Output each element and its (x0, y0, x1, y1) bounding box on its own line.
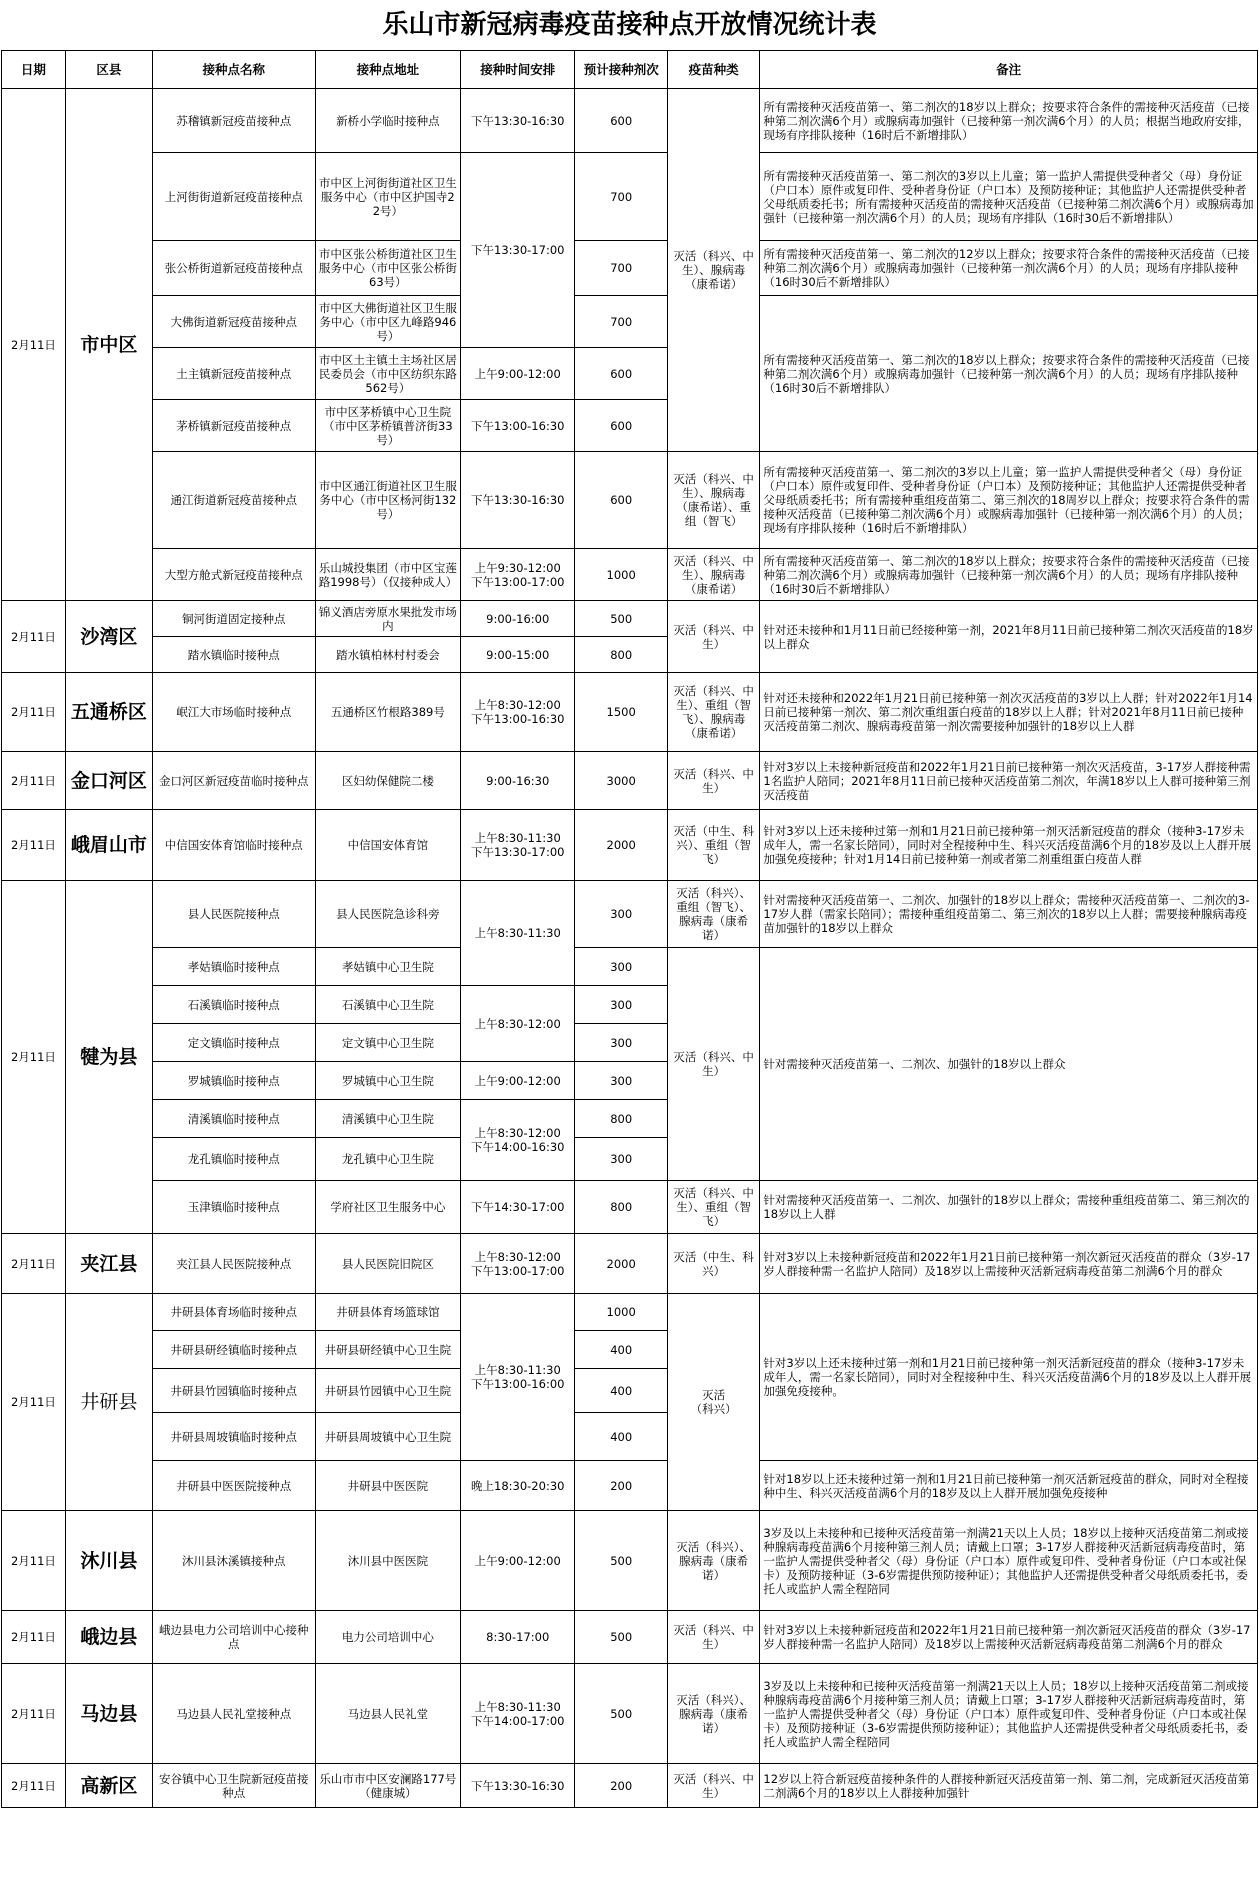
county-cell: 井研县 (65, 1294, 152, 1511)
date-cell: 2月11日 (2, 89, 66, 601)
table-row (2, 452, 1258, 549)
dose-count: 400 (575, 1413, 667, 1461)
site-address: 市中区茅桥镇中心卫生院（市中区茅桥镇普济街33号） (315, 400, 460, 452)
table-row (2, 810, 1258, 881)
notes-cell: 针对3岁以上还未接种过第一剂和1月21日前已接种第一剂灭活新冠疫苗的群众（接种3-17岁未成年人，需一名家长陪同），同时对全程接种中生、科兴灭活疫苗满6个月的18岁及以上人群开展加强免疫接种。 (760, 1294, 1258, 1461)
time-cell: 9:00-16:30 (461, 752, 575, 810)
notes-cell: 12岁以上符合新冠疫苗接种条件的人群接种新冠灭活疫苗第一剂、第二剂，完成新冠灭活疫苗第二剂满6个月的18岁以上人群接种加强针 (760, 1764, 1258, 1808)
date-cell: 2月11日 (2, 1234, 66, 1294)
site-name: 罗城镇临时接种点 (152, 1062, 315, 1100)
vaccine-type-cell: 灭活（中生、科兴） (667, 1234, 759, 1294)
notes-cell: 针对需接种灭活疫苗第一、二剂次、加强针的18岁以上群众；需接种重组疫苗第二、第三剂次的18岁以上人群 (760, 1181, 1258, 1234)
header-site-name: 接种点名称 (152, 51, 315, 89)
site-address: 乐山市市中区安澜路177号（健康城） (315, 1764, 460, 1808)
dose-count: 3000 (575, 752, 667, 810)
dose-count: 400 (575, 1369, 667, 1413)
site-address: 井研县竹园镇中心卫生院 (315, 1369, 460, 1413)
dose-count: 500 (575, 1511, 667, 1611)
vaccine-type-cell: 灭活（科兴）、腺病毒（康希诺） (667, 1511, 759, 1611)
time-cell: 上午8:30-12:00 下午13:00-16:30 (461, 673, 575, 752)
site-name: 井研县周坡镇临时接种点 (152, 1413, 315, 1461)
time-cell: 9:00-16:00 (461, 601, 575, 637)
site-name: 茅桥镇新冠疫苗接种点 (152, 400, 315, 452)
date-cell: 2月11日 (2, 601, 66, 673)
site-name: 夹江县人民医院接种点 (152, 1234, 315, 1294)
time-cell: 上午9:00-12:00 (461, 1511, 575, 1611)
dose-count: 500 (575, 1664, 667, 1764)
time-cell: 下午13:30-17:00 (461, 153, 575, 348)
site-name: 井研县竹园镇临时接种点 (152, 1369, 315, 1413)
table-row (2, 549, 1258, 601)
site-address: 井研县研经镇中心卫生院 (315, 1331, 460, 1369)
notes-cell: 针对需接种灭活疫苗第一、二剂次、加强针的18岁以上群众 (760, 948, 1258, 1181)
site-name: 井研县体育场临时接种点 (152, 1294, 315, 1331)
time-cell: 上午9:30-12:00 下午13:00-17:00 (461, 549, 575, 601)
site-name: 苏稽镇新冠疫苗接种点 (152, 89, 315, 153)
site-address: 罗城镇中心卫生院 (315, 1062, 460, 1100)
site-address: 区妇幼保健院二楼 (315, 752, 460, 810)
site-name: 大佛街道新冠疫苗接种点 (152, 296, 315, 348)
vaccine-type-cell: 灭活（中生、科兴）、重组（智飞） (667, 810, 759, 881)
site-address: 井研县周坡镇中心卫生院 (315, 1413, 460, 1461)
date-cell: 2月11日 (2, 810, 66, 881)
dose-count: 800 (575, 637, 667, 673)
site-address: 电力公司培训中心 (315, 1611, 460, 1664)
site-name: 孝姑镇临时接种点 (152, 948, 315, 986)
table-row (2, 752, 1258, 810)
time-cell: 下午13:30-16:30 (461, 89, 575, 153)
time-cell: 下午14:30-17:00 (461, 1181, 575, 1234)
site-address: 市中区上河街街道社区卫生服务中心（市中区护国寺22号） (315, 153, 460, 241)
vaccine-type-cell: 灭活（科兴、中生）、重组（智飞）、腺病毒（康希诺） (667, 673, 759, 752)
date-cell: 2月11日 (2, 1611, 66, 1664)
county-cell: 高新区 (65, 1764, 152, 1808)
dose-count: 1500 (575, 673, 667, 752)
county-cell: 夹江县 (65, 1234, 152, 1294)
site-address: 市中区土主镇土主场社区居民委员会（市中区纺织东路562号） (315, 348, 460, 400)
table-row (2, 1764, 1258, 1808)
site-address: 龙孔镇中心卫生院 (315, 1138, 460, 1181)
vaccine-type-cell: 灭活（科兴、中生）、腺病毒（康希诺） (667, 549, 759, 601)
dose-count: 700 (575, 296, 667, 348)
site-name: 铜河街道固定接种点 (152, 601, 315, 637)
notes-cell: 所有需接种灭活疫苗第一、第二剂次的18岁以上群众；按要求符合条件的需接种灭活疫苗（已接种第二剂次满6个月）或腺病毒加强针（已接种第一剂次满6个月）的人员；现场有序排队接种（16时30后不新增排队） (760, 549, 1258, 601)
time-cell: 上午8:30-11:30 (461, 881, 575, 986)
time-cell: 上午8:30-12:00 下午14:00-16:30 (461, 1100, 575, 1181)
time-cell: 上午8:30-11:30 下午13:30-17:00 (461, 810, 575, 881)
site-address: 石溪镇中心卫生院 (315, 986, 460, 1024)
vaccination-sites-table (1, 50, 1258, 1808)
notes-cell: 针对3岁以上未接种新冠疫苗和2022年1月21日前已接种第一剂次灭活疫苗，3-17岁人群接种需1名监护人陪同；2021年8月11日前已接种灭活疫苗第二剂次，年满18岁以上人群可接种第三剂灭活疫苗 (760, 752, 1258, 810)
site-name: 玉津镇临时接种点 (152, 1181, 315, 1234)
county-cell: 金口河区 (65, 752, 152, 810)
table-row (2, 1234, 1258, 1294)
vaccine-type-cell: 灭活（科兴、中生） (667, 1764, 759, 1808)
vaccine-type-cell: 灭活（科兴、中生） (667, 752, 759, 810)
table-row (2, 1461, 1258, 1511)
date-cell: 2月11日 (2, 673, 66, 752)
county-cell: 五通桥区 (65, 673, 152, 752)
time-cell: 下午13:30-16:30 (461, 1764, 575, 1808)
site-address: 市中区通江街道社区卫生服务中心（市中区杨河街132号） (315, 452, 460, 549)
site-name: 井研县研经镇临时接种点 (152, 1331, 315, 1369)
time-cell: 上午8:30-11:30 下午14:00-17:00 (461, 1664, 575, 1764)
site-address: 锦义酒店旁原水果批发市场内 (315, 601, 460, 637)
county-cell: 峨眉山市 (65, 810, 152, 881)
time-cell: 下午13:00-16:30 (461, 400, 575, 452)
header-date: 日期 (2, 51, 66, 89)
site-address: 清溪镇中心卫生院 (315, 1100, 460, 1138)
site-name: 安谷镇中心卫生院新冠疫苗接种点 (152, 1764, 315, 1808)
dose-count: 600 (575, 400, 667, 452)
table-row (2, 948, 1258, 986)
date-cell: 2月11日 (2, 752, 66, 810)
vaccine-type-cell: 灭活（科兴、中生） (667, 1611, 759, 1664)
site-name: 县人民医院接种点 (152, 881, 315, 948)
table-row (2, 1294, 1258, 1331)
site-name: 清溪镇临时接种点 (152, 1100, 315, 1138)
dose-count: 300 (575, 1062, 667, 1100)
site-address: 县人民医院急诊科旁 (315, 881, 460, 948)
dose-count: 400 (575, 1331, 667, 1369)
table-row (2, 673, 1258, 752)
dose-count: 2000 (575, 810, 667, 881)
vaccine-type-cell: 灭活（科兴）、重组（智飞）、腺病毒（康希诺） (667, 881, 759, 948)
notes-cell: 所有需接种灭活疫苗第一、第二剂次的3岁以上儿童；第一监护人需提供受种者父（母）身份证（户口本）原件或复印件、受种者身份证（户口本）及预防接种证；其他监护人还需提供受种者父母纸质委托书；所有需接种重组疫苗第二、第三剂次的18周岁以上群众；按要求符合条件的需接种灭活疫苗（已接种第二剂次满6个月）或腺病毒加强针（已接种第一剂次满6个月）的人员；现场有序排队接种（16时后不新增排队） (760, 452, 1258, 549)
dose-count: 200 (575, 1764, 667, 1808)
site-name: 马边县人民礼堂接种点 (152, 1664, 315, 1764)
time-cell: 下午13:30-16:30 (461, 452, 575, 549)
dose-count: 300 (575, 986, 667, 1024)
notes-cell: 针对还未接种和2022年1月21日前已接种第一剂次灭活疫苗的3岁以上人群；针对2022年1月14日前已接种第一剂次、第二剂次重组蛋白疫苗的18岁以上人群；针对2021年8月11日前已接种灭活疫苗第二剂次、腺病毒疫苗第一剂次需要接种加强针的18岁以上人群 (760, 673, 1258, 752)
notes-cell: 所有需接种灭活疫苗第一、第二剂次的12岁以上群众；按要求符合条件的需接种灭活疫苗（已接种第二剂次满6个月）或腺病毒加强针（已接种第一剂次满6个月）的人员；现场有序排队接种（16时30后不新增排队） (760, 241, 1258, 296)
dose-count: 700 (575, 241, 667, 296)
notes-cell: 3岁及以上未接种和已接种灭活疫苗第一剂满21天以上人员；18岁以上接种灭活疫苗第二剂或接种腺病毒疫苗满6个月接种第三剂人员；请戴上口罩；3-17岁人群接种灭活新冠病毒疫苗时，第一监护人需提供受种者父（母）身份证（户口本）原件或复印件、受种者身份证（户口本或社保卡）及预防接种证（3-6岁需提供预防接种证）；其他监护人还需提供受种者父母纸质委托书，委托人或监护人需全程陪同 (760, 1511, 1258, 1611)
dose-count: 800 (575, 1181, 667, 1234)
site-address: 井研县中医医院 (315, 1461, 460, 1511)
site-name: 中信国安体育馆临时接种点 (152, 810, 315, 881)
vaccine-type-cell: 灭活（科兴、中生）、重组（智飞） (667, 1181, 759, 1234)
table-row (2, 153, 1258, 241)
time-cell: 8:30-17:00 (461, 1611, 575, 1664)
header-vaccine-type: 疫苗种类 (667, 51, 759, 89)
dose-count: 300 (575, 881, 667, 948)
table-row (2, 1611, 1258, 1664)
dose-count: 200 (575, 1461, 667, 1511)
vaccine-type-cell: 灭活（科兴、中生） (667, 948, 759, 1181)
site-name: 石溪镇临时接种点 (152, 986, 315, 1024)
dose-count: 800 (575, 1100, 667, 1138)
dose-count: 500 (575, 1611, 667, 1664)
site-name: 岷江大市场临时接种点 (152, 673, 315, 752)
site-address: 井研县体育场篮球馆 (315, 1294, 460, 1331)
dose-count: 300 (575, 948, 667, 986)
table-row (2, 1181, 1258, 1234)
table-header-row (2, 51, 1258, 89)
vaccine-type-cell: 灭活（科兴、中生）、腺病毒（康希诺）、重组（智飞） (667, 452, 759, 549)
table-row (2, 89, 1258, 153)
time-cell: 上午8:30-12:00 下午13:00-17:00 (461, 1234, 575, 1294)
header-doses: 预计接种剂次 (575, 51, 667, 89)
vaccine-type-cell: 灭活（科兴、中生）、腺病毒（康希诺） (667, 89, 759, 452)
site-name: 井研县中医医院接种点 (152, 1461, 315, 1511)
dose-count: 600 (575, 452, 667, 549)
date-cell: 2月11日 (2, 1511, 66, 1611)
site-name: 大型方舱式新冠疫苗接种点 (152, 549, 315, 601)
county-cell: 沐川县 (65, 1511, 152, 1611)
notes-cell: 针对3岁以上未接种新冠疫苗和2022年1月21日前已接种第一剂次新冠灭活疫苗的群众（3岁-17岁人群接种需一名监护人陪同）及18岁以上需接种灭活新冠病毒疫苗第二剂满6个月的群众 (760, 1611, 1258, 1664)
dose-count: 600 (575, 89, 667, 153)
vaccine-type-cell: 灭活 （科兴） (667, 1294, 759, 1511)
site-name: 上河街街道新冠疫苗接种点 (152, 153, 315, 241)
site-name: 踏水镇临时接种点 (152, 637, 315, 673)
site-name: 龙孔镇临时接种点 (152, 1138, 315, 1181)
table-row (2, 601, 1258, 637)
site-address: 市中区张公桥街道社区卫生服务中心（市中区张公桥街63号） (315, 241, 460, 296)
site-address: 市中区大佛街道社区卫生服务中心（市中区九峰路946号） (315, 296, 460, 348)
site-name: 峨边县电力公司培训中心接种点 (152, 1611, 315, 1664)
notes-cell: 针对3岁以上未接种新冠疫苗和2022年1月21日前已接种第一剂次新冠灭活疫苗的群众（3岁-17岁人群接种需一名监护人陪同）及18岁以上需接种灭活新冠病毒疫苗第二剂满6个月的群众 (760, 1234, 1258, 1294)
notes-cell: 所有需接种灭活疫苗第一、第二剂次的18岁以上群众；按要求符合条件的需接种灭活疫苗（已接种第二剂次满6个月）或腺病毒加强针（已接种第一剂次满6个月）的人员；现场有序排队接种（16时30后不新增排队） (760, 296, 1258, 452)
dose-count: 1000 (575, 1294, 667, 1331)
site-address: 中信国安体育馆 (315, 810, 460, 881)
notes-cell: 针对需接种灭活疫苗第一、二剂次、加强针的18岁以上群众；需接种灭活疫苗第一、二剂次的3-17岁人群（需家长陪同）；需接种重组疫苗第二、第三剂次的18岁以上人群；需要接种腺病毒疫苗加强针的18岁以上群众 (760, 881, 1258, 948)
time-cell: 晚上18:30-20:30 (461, 1461, 575, 1511)
time-cell: 上午9:00-12:00 (461, 1062, 575, 1100)
site-address: 五通桥区竹根路389号 (315, 673, 460, 752)
vaccine-type-cell: 灭活（科兴）、腺病毒（康希诺） (667, 1664, 759, 1764)
county-cell: 马边县 (65, 1664, 152, 1764)
dose-count: 600 (575, 348, 667, 400)
table-row (2, 296, 1258, 348)
time-cell: 上午8:30-12:00 (461, 986, 575, 1062)
dose-count: 2000 (575, 1234, 667, 1294)
time-cell: 上午9:00-12:00 (461, 348, 575, 400)
site-name: 金口河区新冠疫苗临时接种点 (152, 752, 315, 810)
site-name: 通江街道新冠疫苗接种点 (152, 452, 315, 549)
site-address: 踏水镇柏林村村委会 (315, 637, 460, 673)
notes-cell: 所有需接种灭活疫苗第一、第二剂次的3岁以上儿童；第一监护人需提供受种者父（母）身份证（户口本）原件或复印件、受种者身份证（户口本）及预防接种证；其他监护人还需提供受种者父母纸质委托书；所有需接种灭活疫苗的需接种灭活疫苗（已接种第二剂次满6个月）或腺病毒加强针（已接种第一剂次满6个月）的人员；现场有序排队（16时30后不新增排队） (760, 153, 1258, 241)
site-name: 定文镇临时接种点 (152, 1024, 315, 1062)
date-cell: 2月11日 (2, 1664, 66, 1764)
dose-count: 1000 (575, 549, 667, 601)
site-name: 土主镇新冠疫苗接种点 (152, 348, 315, 400)
date-cell: 2月11日 (2, 1294, 66, 1511)
header-notes: 备注 (760, 51, 1258, 89)
dose-count: 700 (575, 153, 667, 241)
notes-cell: 针对3岁以上还未接种过第一剂和1月21日前已接种第一剂灭活新冠疫苗的群众（接种3-17岁未成年人，需一名家长陪同），同时对全程接种中生、科兴灭活疫苗满6个月的18岁及以上人群开展加强免疫接种；针对1月14日前已接种第一剂或者第二剂重组蛋白疫苗人群 (760, 810, 1258, 881)
dose-count: 300 (575, 1024, 667, 1062)
header-site-address: 接种点地址 (315, 51, 460, 89)
table-row (2, 241, 1258, 296)
table-row (2, 881, 1258, 948)
notes-cell: 所有需接种灭活疫苗第一、第二剂次的18岁以上群众；按要求符合条件的需接种灭活疫苗（已接种第二剂次满6个月）或腺病毒加强针（已接种第一剂次满6个月）的人员；根据当地政府安排，现场有序排队接种（16时后不新增排队） (760, 89, 1258, 153)
date-cell: 2月11日 (2, 1764, 66, 1808)
site-address: 沐川县中医医院 (315, 1511, 460, 1611)
county-cell: 市中区 (65, 89, 152, 601)
time-cell: 上午8:30-11:30 下午13:00-16:00 (461, 1294, 575, 1461)
site-address: 定文镇中心卫生院 (315, 1024, 460, 1062)
header-time: 接种时间安排 (461, 51, 575, 89)
site-address: 孝姑镇中心卫生院 (315, 948, 460, 986)
dose-count: 300 (575, 1138, 667, 1181)
time-cell: 9:00-15:00 (461, 637, 575, 673)
county-cell: 峨边县 (65, 1611, 152, 1664)
site-address: 学府社区卫生服务中心 (315, 1181, 460, 1234)
date-cell: 2月11日 (2, 881, 66, 1234)
page-title: 乐山市新冠病毒疫苗接种点开放情况统计表 (382, 10, 877, 40)
dose-count: 500 (575, 601, 667, 637)
site-address: 马边县人民礼堂 (315, 1664, 460, 1764)
county-cell: 沙湾区 (65, 601, 152, 673)
site-name: 沐川县沐溪镇接种点 (152, 1511, 315, 1611)
site-address: 新桥小学临时接种点 (315, 89, 460, 153)
county-cell: 犍为县 (65, 881, 152, 1234)
table-row (2, 1664, 1258, 1764)
site-address: 乐山城投集团（市中区宝莲路1998号）（仅接种成人） (315, 549, 460, 601)
vaccine-type-cell: 灭活（科兴、中生） (667, 601, 759, 673)
notes-cell: 针对还未接种和1月11日前已经接种第一剂，2021年8月11日前已接种第二剂次灭活疫苗的18岁以上群众 (760, 601, 1258, 673)
site-name: 张公桥街道新冠疫苗接种点 (152, 241, 315, 296)
table-row (2, 1511, 1258, 1611)
notes-cell: 针对18岁以上还未接种过第一剂和1月21日前已接种第一剂灭活新冠疫苗的群众，同时对全程接种中生、科兴灭活疫苗满6个月的18岁及以上人群开展加强免疫接种 (760, 1461, 1258, 1511)
notes-cell: 3岁及以上未接种和已接种灭活疫苗第一剂满21天以上人员；18岁以上接种灭活疫苗第二剂或接种腺病毒疫苗满6个月接种第三剂人员；请戴上口罩；3-17岁人群接种灭活新冠病毒疫苗时，第一监护人需提供受种者父（母）身份证（户口本）原件或复印件、受种者身份证（户口本或社保卡）及预防接种证（3-6岁需提供预防接种证）；其他监护人还需提供受种者父母纸质委托书，委托人或监护人需全程陪同 (760, 1664, 1258, 1764)
header-county: 区县 (65, 51, 152, 89)
site-address: 县人民医院旧院区 (315, 1234, 460, 1294)
